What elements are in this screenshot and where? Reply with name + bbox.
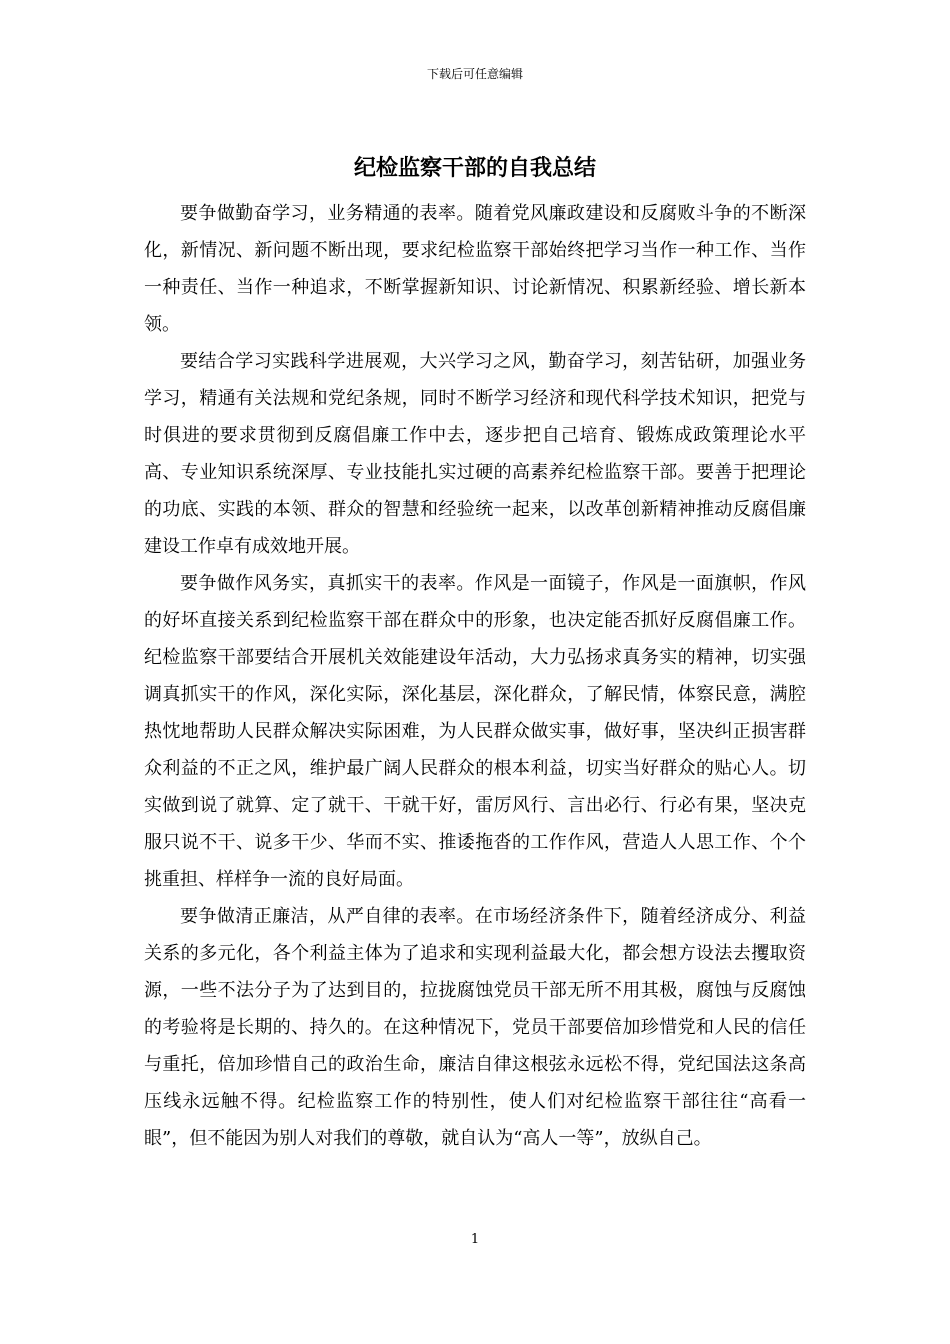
paragraph-3: 要争做作风务实，真抓实干的表率。作风是一面镜子，作风是一面旗帜，作风的好坏直接关系到纪检监察干部在群众中的形象，也决定能否抓好反腐倡廉工作。纪检监察干部要结合开展机关效能建设年活动，大力弘扬求真务实的精神，切实强调真抓实干的作风，深化实际，深化基层，深化群众，了解民情，体察民意，满腔热忱地帮助人民群众解决实际困难，为人民群众做实事，做好事，坚决纠正损害群众利益的不正之风，维护最广阔人民群众的根本利益，切实当好群众的贴心人。切实做到说了就算、定了就干、干就干好，雷厉风行、言出必行、行必有果，坚决克服只说不干、说多干少、华而不实、推诿拖沓的工作作风，营造人人思工作、个个挑重担、样样争一流的良好局面。 <box>144 573 806 890</box>
paragraph-4: 要争做清正廉洁，从严自律的表率。在市场经济条件下，随着经济成分、利益关系的多元化，各个利益主体为了追求和实现利益最大化，都会想方设法去攫取资源，一些不法分子为了达到目的，拉拢腐蚀党员干部无所不用其极，腐蚀与反腐蚀的考验将是长期的、持久的。在这种情况下，党员干部要倍加珍惜党和人民的信任与重托，倍加珍惜自己的政治生命，廉洁自律这根弦永远松不得，党纪国法这条高压线永远触不得。纪检监察工作的特别性，使人们对纪检监察干部往往“高看一眼”，但不能因为别人对我们的尊敬，就自认为“高人一等”，放纵自己。 <box>144 906 806 1149</box>
document-title: 纪检监察干部的自我总结 <box>353 156 596 181</box>
document-body <box>144 195 806 1157</box>
paragraph-1: 要争做勤奋学习，业务精通的表率。随着党风廉政建设和反腐败斗争的不断深化，新情况、新问题不断出现，要求纪检监察干部始终把学习当作一种工作、当作一种责任、当作一种追求，不断掌握新知识、讨论新情况、积累新经验、增长新本领。 <box>144 203 806 335</box>
page-header-note: 下载后可任意编辑 <box>426 67 523 81</box>
page-number: 1 <box>470 1232 480 1247</box>
paragraph-2: 要结合学习实践科学进展观，大兴学习之风，勤奋学习，刻苦钻研，加强业务学习，精通有关法规和党纪条规，同时不断学习经济和现代科学技术知识，把党与时俱进的要求贯彻到反腐倡廉工作中去，逐步把自己培育、锻炼成政策理论水平高、专业知识系统深厚、专业技能扎实过硬的高素养纪检监察干部。要善于把理论的功底、实践的本领、群众的智慧和经验统一起来，以改革创新精神推动反腐倡廉建设工作卓有成效地开展。 <box>144 351 806 557</box>
